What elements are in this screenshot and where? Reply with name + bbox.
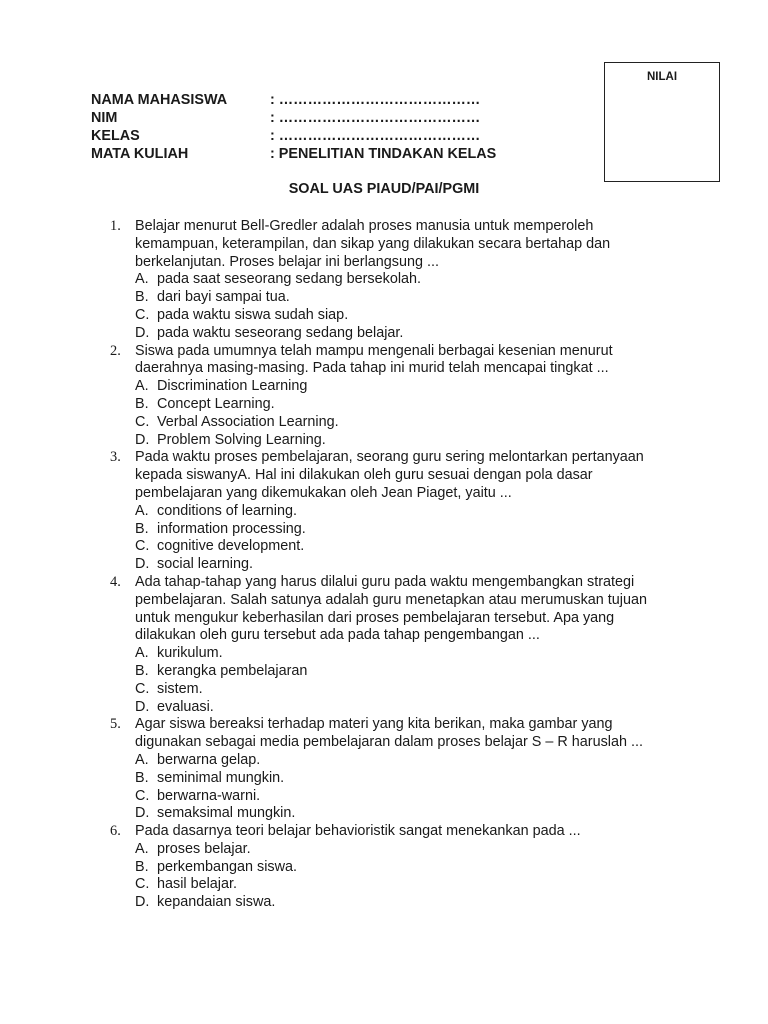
option-letter: C. bbox=[135, 413, 150, 430]
student-info-header bbox=[91, 91, 496, 163]
question-body bbox=[135, 574, 670, 716]
nilai-label: NILAI bbox=[646, 71, 678, 83]
question-text-line: kemampuan, keterampilan, dan sikap yang dilakukan secara bertahap dan bbox=[135, 235, 611, 252]
option-text: cognitive development. bbox=[157, 538, 305, 555]
header-key: KELAS bbox=[91, 128, 140, 144]
option-text: sistem. bbox=[157, 680, 203, 697]
question-text-line: digunakan sebagai media pembelajaran dalam proses belajar S – R haruslah ... bbox=[135, 734, 643, 751]
question-text-line: Ada tahap-tahap yang harus dilalui guru pada waktu mengembangkan strategi bbox=[135, 573, 635, 590]
option-letter: A. bbox=[135, 271, 149, 288]
question-text-line: pembelajaran yang dikemukakan oleh Jean Piaget, yaitu ... bbox=[135, 484, 512, 501]
header-row-kelas bbox=[91, 127, 496, 145]
option-letter: A. bbox=[135, 502, 149, 519]
answer-option bbox=[135, 645, 670, 663]
option-letter: D. bbox=[135, 894, 150, 911]
option-text: Concept Learning. bbox=[157, 395, 275, 412]
option-text: kurikulum. bbox=[157, 645, 223, 662]
option-letter: A. bbox=[135, 378, 149, 395]
question-number: 4. bbox=[110, 573, 121, 590]
answer-option bbox=[135, 325, 670, 343]
option-letter: D. bbox=[135, 805, 150, 822]
answer-option bbox=[135, 859, 670, 877]
question-number: 2. bbox=[110, 342, 121, 359]
question-number: 5. bbox=[110, 716, 121, 733]
question-item bbox=[110, 574, 670, 716]
question-text-line: pembelajaran. Salah satunya adalah guru menetapkan atau merumuskan tujuan bbox=[135, 591, 648, 608]
option-letter: B. bbox=[135, 662, 149, 679]
question-item bbox=[110, 449, 670, 574]
option-letter: D. bbox=[135, 324, 150, 341]
option-text: information processing. bbox=[157, 520, 306, 537]
question-item bbox=[110, 218, 670, 343]
option-letter: A. bbox=[135, 840, 149, 857]
option-text: evaluasi. bbox=[157, 698, 214, 715]
question-body bbox=[135, 449, 670, 574]
option-text: pada waktu seseorang sedang belajar. bbox=[157, 324, 404, 341]
option-text: Problem Solving Learning. bbox=[157, 431, 326, 448]
option-letter: B. bbox=[135, 769, 149, 786]
option-letter: C. bbox=[135, 306, 150, 323]
answer-option bbox=[135, 521, 670, 539]
option-letter: D. bbox=[135, 431, 150, 448]
answer-option bbox=[135, 663, 670, 681]
answer-option bbox=[135, 307, 670, 325]
header-value: : PENELITIAN TINDAKAN KELAS bbox=[270, 146, 497, 162]
option-letter: D. bbox=[135, 556, 150, 573]
header-key: MATA KULIAH bbox=[91, 146, 189, 162]
option-text: berwarna gelap. bbox=[157, 751, 261, 768]
option-letter: B. bbox=[135, 289, 149, 306]
question-number: 3. bbox=[110, 449, 121, 466]
question-item bbox=[110, 823, 670, 912]
option-text: semaksimal mungkin. bbox=[157, 805, 296, 822]
option-text: kerangka pembelajaran bbox=[157, 662, 308, 679]
option-text: social learning. bbox=[157, 556, 253, 573]
answer-option bbox=[135, 538, 670, 556]
question-body bbox=[135, 823, 670, 912]
question-number: 1. bbox=[110, 218, 121, 234]
question-text-line: daerahnya masing-masing. Pada tahap ini murid telah mencapai tingkat ... bbox=[135, 360, 609, 377]
option-letter: A. bbox=[135, 645, 149, 662]
header-value: : …………………………………… bbox=[270, 128, 481, 144]
option-letter: C. bbox=[135, 538, 150, 555]
option-letter: C. bbox=[135, 876, 150, 893]
answer-option bbox=[135, 396, 670, 414]
option-text: conditions of learning. bbox=[157, 502, 297, 519]
option-text: berwarna-warni. bbox=[157, 787, 261, 804]
question-text-line: Agar siswa bereaksi terhadap materi yang kita berikan, maka gambar yang bbox=[135, 716, 613, 733]
header-row-mata-kuliah bbox=[91, 145, 496, 163]
option-text: Discrimination Learning bbox=[157, 378, 308, 395]
header-key: NIM bbox=[91, 110, 118, 126]
question-body bbox=[135, 218, 670, 343]
exam-title: SOAL UAS PIAUD/PAI/PGMI bbox=[288, 181, 480, 197]
option-text: seminimal mungkin. bbox=[157, 769, 285, 786]
header-value: : …………………………………… bbox=[270, 92, 481, 108]
option-letter: C. bbox=[135, 680, 150, 697]
question-text-line: kepada siswanyA. Hal ini dilakukan oleh guru sesuai dengan pola dasar bbox=[135, 467, 593, 484]
option-letter: B. bbox=[135, 395, 149, 412]
option-text: pada saat seseorang sedang bersekolah. bbox=[157, 271, 422, 288]
answer-option bbox=[135, 876, 670, 894]
answer-option bbox=[135, 503, 670, 521]
question-text-line: berkelanjutan. Proses belajar ini berlangsung ... bbox=[135, 253, 439, 270]
question-item bbox=[110, 716, 670, 823]
question-number: 6. bbox=[110, 823, 121, 840]
question-body bbox=[135, 343, 670, 450]
header-row-nama bbox=[91, 91, 496, 109]
answer-option bbox=[135, 805, 670, 823]
option-text: kepandaian siswa. bbox=[157, 894, 276, 911]
option-text: dari bayi sampai tua. bbox=[157, 289, 290, 306]
question-item bbox=[110, 343, 670, 450]
answer-option bbox=[135, 681, 670, 699]
answer-option bbox=[135, 378, 670, 396]
header-key: NAMA MAHASISWA bbox=[91, 92, 228, 108]
question-list bbox=[110, 218, 670, 912]
question-text-line: untuk mengukur keberhasilan dari proses pembelajaran tersebut. Apa yang bbox=[135, 609, 615, 626]
answer-option bbox=[135, 699, 670, 717]
header-value: : …………………………………… bbox=[270, 110, 481, 126]
option-letter: C. bbox=[135, 787, 150, 804]
answer-option bbox=[135, 556, 670, 574]
answer-option bbox=[135, 752, 670, 770]
answer-option bbox=[135, 432, 670, 450]
option-letter: D. bbox=[135, 698, 150, 715]
option-text: proses belajar. bbox=[157, 840, 251, 857]
answer-option bbox=[135, 289, 670, 307]
header-row-nim bbox=[91, 109, 496, 127]
question-text-line: Pada dasarnya teori belajar behavioristik sangat menekankan pada ... bbox=[135, 823, 581, 840]
answer-option bbox=[135, 841, 670, 859]
question-text-line: Siswa pada umumnya telah mampu mengenali berbagai kesenian menurut bbox=[135, 342, 613, 359]
question-text-line: dilakukan oleh guru tersebut ada pada tahap pengembangan ... bbox=[135, 627, 540, 644]
option-text: Verbal Association Learning. bbox=[157, 413, 339, 430]
question-body bbox=[135, 716, 670, 823]
question-text-line: Belajar menurut Bell-Gredler adalah proses manusia untuk memperoleh bbox=[135, 218, 594, 234]
option-text: hasil belajar. bbox=[157, 876, 237, 893]
answer-option bbox=[135, 271, 670, 289]
option-letter: A. bbox=[135, 751, 149, 768]
answer-option bbox=[135, 414, 670, 432]
answer-option bbox=[135, 770, 670, 788]
answer-option bbox=[135, 788, 670, 806]
option-letter: B. bbox=[135, 520, 149, 537]
nilai-score-box bbox=[604, 62, 720, 182]
question-text-line: Pada waktu proses pembelajaran, seorang guru sering melontarkan pertanyaan bbox=[135, 449, 644, 466]
option-text: pada waktu siswa sudah siap. bbox=[157, 306, 349, 323]
option-text: perkembangan siswa. bbox=[157, 858, 297, 875]
option-letter: B. bbox=[135, 858, 149, 875]
answer-option bbox=[135, 894, 670, 912]
